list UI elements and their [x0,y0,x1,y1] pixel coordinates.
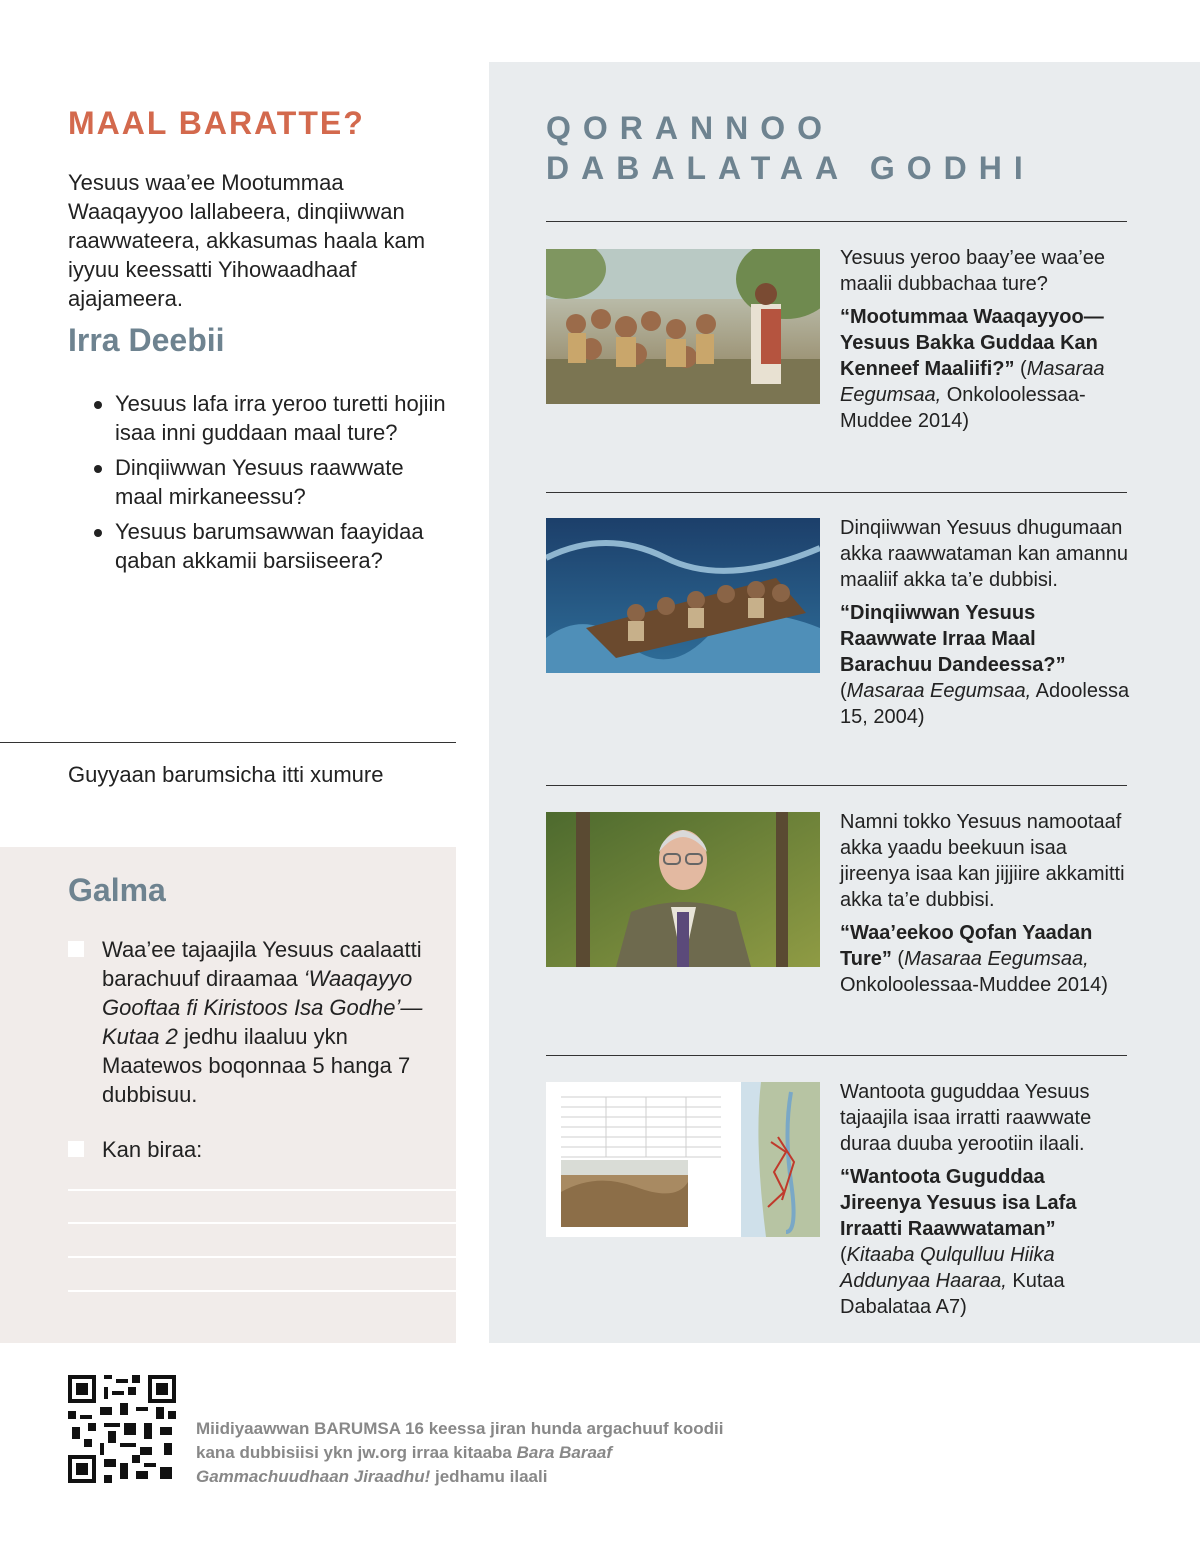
list-item: Yesuus barumsawwan faayidaa qaban akkamii barsiiseera? [92,517,452,575]
article-link[interactable]: “Wantoota Guguddaa Jireenya Yesuus isa Lafa Irraatti Raawwataman” [840,1166,1077,1240]
divider [546,1055,1127,1056]
footer-note: Miidiyaawwan BARUMSA 16 keessa jiran hunda argachuuf koodii kana dubbisiisi ykn jw.org irraa kitaaba Bara Baraaf Gammachuudhaan Jiraadhu! jedhamu ilaali [196,1419,724,1486]
study-card: Yesuus yeroo baay’ee waa’ee maalii dubbachaa ture? “Mootummaa Waaqayyoo—Yesuus Bakka Guddaa Kan Kenneef Maaliifi?” (Masaraa Eegumsaa, Onkoloolessaa-Muddee 2014) [840,247,1106,432]
qr-code-icon[interactable] [68,1375,176,1483]
checkbox[interactable] [68,941,84,957]
checkbox[interactable] [68,1141,84,1157]
write-line[interactable] [68,1256,456,1258]
goal-checkbox-item[interactable]: Waa’ee tajaajila Yesuus caalaatti barachuuf diraamaa ‘Waaqayyo Gooftaa fi Kiristoos Isa Godhe’—Kutaa 2 jedhu ilaaluu ykn Maatewos boqonnaa 5 hanga 7 dubbisuu. [68,935,438,1109]
bullet-icon [94,401,102,409]
bullet-icon [94,529,102,537]
divider [546,492,1127,493]
study-card: Wantoota guguddaa Yesuus tajaajila isaa irratti raawwate duraa duuba yerootiin ilaali. “Wantoota Guguddaa Jireenya Yesuus isa Lafa Irraatti Raawwataman” (Kitaaba Qulqulluu Hiika Addunyaa Haaraa, Kutaa Dabalataa A7) [840,1081,1092,1318]
goal-heading: Galma [68,872,166,908]
lesson-title: MAAL BARATTE? [68,105,365,141]
review-list [92,389,452,581]
ministry-map-thumbnail[interactable] [546,1082,820,1237]
bullet-icon [94,465,102,473]
list-item: Yesuus lafa irra yeroo turetti hojiin isaa inni guddaan maal ture? [92,389,452,447]
write-line[interactable] [68,1222,456,1224]
completion-date-label: Guyyaan barumsicha itti xumure [68,762,384,787]
write-line[interactable] [68,1290,456,1292]
study-card: Dinqiiwwan Yesuus dhugumaan akka raawwataman kan amannu maaliif akka ta’e dubbisi. “Dinqiiwwan Yesuus Raawwate Irraa Maal Barachuu Dandeessa?” (Masaraa Eegumsaa, Adoolessa 15, 2004) [840,517,1130,728]
goal-checkbox-item[interactable]: Kan biraa: [68,1135,438,1164]
further-study-heading: QORANNOO DABALATAA GODHI [546,110,1035,186]
divider [546,221,1127,222]
article-link[interactable]: “Waa’eekoo Qofan Yaadan Ture” [840,922,1093,970]
article-link[interactable]: “Mootummaa Waaqayyoo—Yesuus Bakka Guddaa Kan Kenneef Maaliifi?” [840,306,1104,380]
list-item: Dinqiiwwan Yesuus raawwate maal mirkaneessu? [92,453,452,511]
man-portrait-photo[interactable] [546,812,820,967]
storm-boat-illustration[interactable] [546,518,820,673]
divider [0,742,456,743]
study-card: Namni tokko Yesuus namootaaf akka yaadu beekuun isaa jireenya isaa kan jijjiire akkamitti akka ta’e dubbisi. “Waa’eekoo Qofan Yaadan Ture” (Masaraa Eegumsaa, Onkoloolessaa-Muddee 2014) [840,811,1125,996]
jesus-teaching-illustration[interactable] [546,249,820,404]
divider [546,785,1127,786]
write-line[interactable] [68,1189,456,1191]
article-link[interactable]: “Dinqiiwwan Yesuus Raawwate Irraa Maal Barachuu Dandeessa?” [840,602,1066,676]
review-heading: Irra Deebii [68,322,225,358]
lesson-intro: Yesuus waa’ee Mootummaa Waaqayyoo lallabeera, dinqiiwwan raawwateera, akkasumas haala kam iyyuu keessatti Yihowaadhaaf ajajameera. [68,170,426,311]
